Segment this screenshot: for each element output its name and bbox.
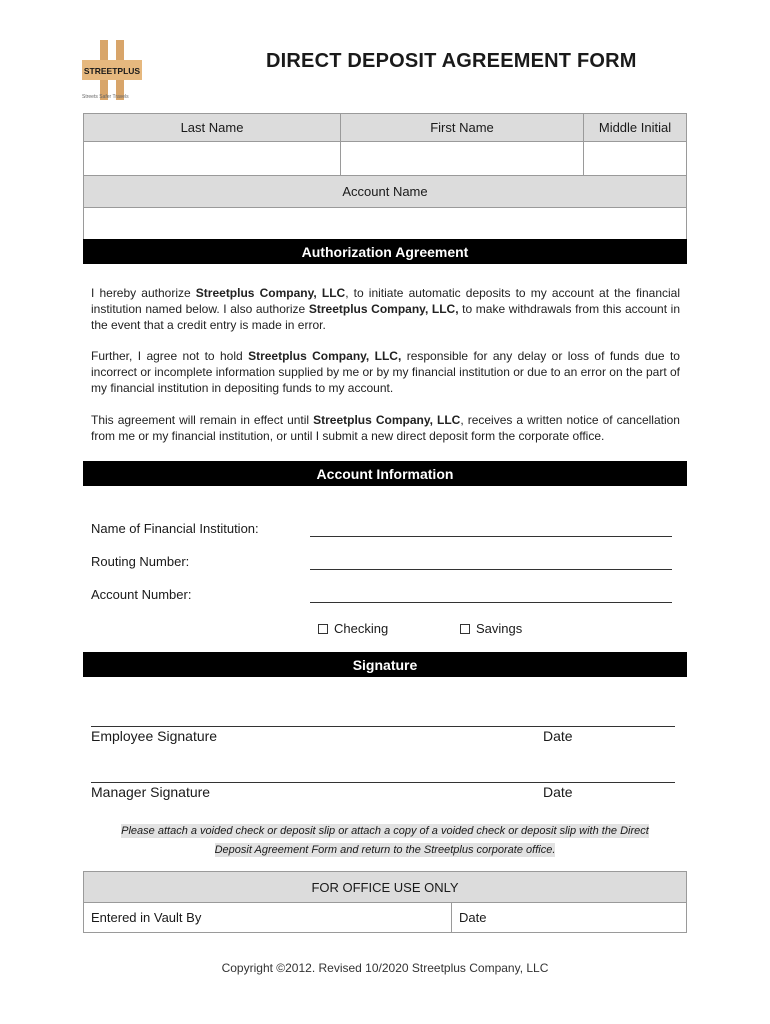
logo-text: STREETPLUS bbox=[83, 66, 141, 76]
checking-option[interactable] bbox=[318, 621, 388, 636]
employee-signature-label: Employee Signature bbox=[91, 728, 218, 744]
last-name-header: Last Name bbox=[84, 114, 341, 142]
account-info-heading: Account Information bbox=[83, 461, 687, 486]
savings-label: Savings bbox=[476, 621, 523, 636]
account-number-label: Account Number: bbox=[91, 587, 192, 602]
authorization-heading: Authorization Agreement bbox=[83, 239, 687, 264]
attachment-note bbox=[100, 822, 670, 860]
employee-signature-line[interactable] bbox=[91, 726, 675, 727]
authorization-paragraph-3: This agreement will remain in effect until Streetplus Company, LLC, receives a written notice of cancellation from me or my financial institution, or until I submit a new direct deposit form the corporate office. bbox=[91, 413, 680, 443]
note-line-2: Deposit Agreement Form and return to the Streetplus corporate office. bbox=[214, 844, 556, 856]
office-date-field[interactable]: Date bbox=[459, 910, 487, 925]
logo-graphic bbox=[82, 40, 142, 100]
savings-option[interactable] bbox=[460, 621, 522, 636]
institution-label: Name of Financial Institution: bbox=[91, 521, 259, 536]
logo-tagline: Streets Safer Travels bbox=[82, 94, 129, 100]
signature-heading: Signature bbox=[83, 652, 687, 677]
office-use-heading: FOR OFFICE USE ONLY bbox=[84, 872, 686, 903]
routing-input[interactable] bbox=[310, 569, 672, 570]
authorization-paragraph-1: I hereby authorize Streetplus Company, LLC, to initiate automatic deposits to my account at the financial institution named below. I also authorize Streetplus Company, LLC, to make withdrawals from this account in the event that a credit entry is made in error. bbox=[91, 286, 680, 332]
first-name-field[interactable] bbox=[341, 142, 584, 176]
manager-signature-line[interactable] bbox=[91, 782, 675, 783]
institution-input[interactable] bbox=[310, 536, 672, 537]
manager-date-label: Date bbox=[543, 784, 573, 800]
account-name-field[interactable] bbox=[84, 208, 686, 241]
middle-initial-field[interactable] bbox=[584, 142, 686, 176]
page-title: DIRECT DEPOSIT AGREEMENT FORM bbox=[266, 50, 637, 72]
employee-date-label: Date bbox=[543, 728, 573, 744]
copyright-footer: Copyright ©2012. Revised 10/2020 Streetplus Company, LLC bbox=[221, 961, 549, 975]
office-use-table bbox=[83, 871, 687, 933]
middle-initial-header: Middle Initial bbox=[584, 114, 686, 142]
company-logo bbox=[82, 40, 142, 100]
first-name-header: First Name bbox=[341, 114, 584, 142]
manager-signature-label: Manager Signature bbox=[91, 784, 211, 800]
entered-in-vault-field[interactable]: Entered in Vault By bbox=[84, 903, 452, 932]
account-number-input[interactable] bbox=[310, 602, 672, 603]
last-name-field[interactable] bbox=[84, 142, 341, 176]
savings-checkbox[interactable] bbox=[460, 624, 470, 634]
note-line-1: Please attach a voided check or deposit slip or attach a copy of a voided check or deposit slip with the Direct bbox=[121, 825, 649, 837]
name-table bbox=[83, 113, 687, 242]
checking-label: Checking bbox=[334, 621, 389, 636]
authorization-paragraph-2: Further, I agree not to hold Streetplus Company, LLC, responsible for any delay or loss of funds due to incorrect or incomplete information supplied by me or by my financial institution or due to an error on the part of my financial institution in depositing funds to my account. bbox=[91, 349, 680, 395]
account-name-header: Account Name bbox=[84, 176, 686, 208]
routing-label: Routing Number: bbox=[91, 554, 190, 569]
checking-checkbox[interactable] bbox=[318, 624, 328, 634]
